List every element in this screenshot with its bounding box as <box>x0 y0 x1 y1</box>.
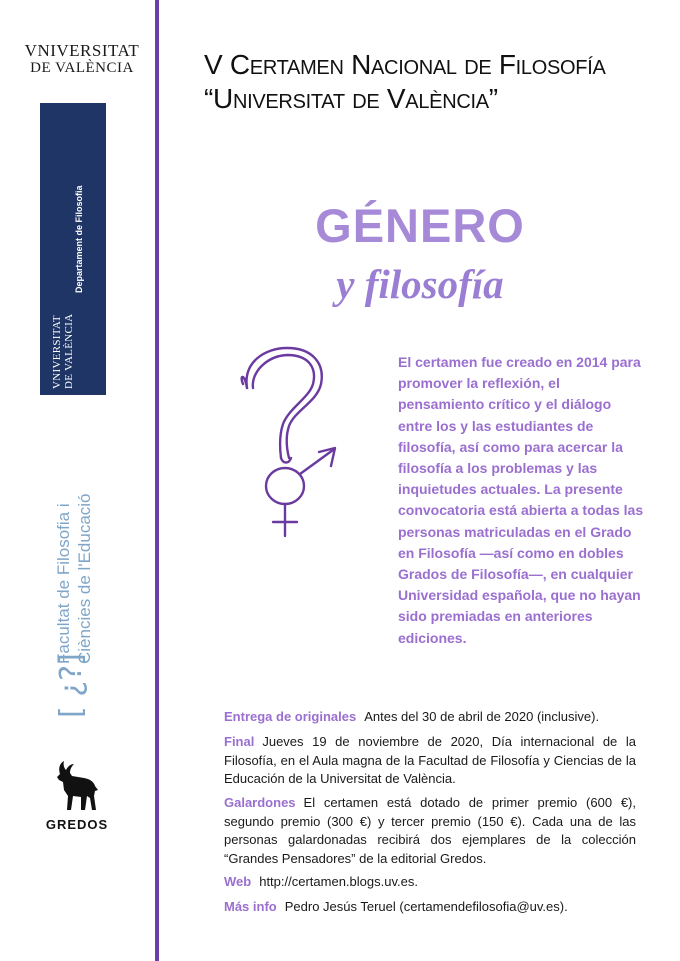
detail-text: Antes del 30 de abril de 2020 (inclusive). <box>364 709 600 724</box>
detail-text: Jueves 19 de noviembre de 2020, Día internacional de la Filosofía, en el Aula magna de la Facultad de Filosofía y Ciencias de la Educación de la Universitat de València. <box>224 734 636 786</box>
title-line1: V Certamen Nacional de Filosofía <box>204 49 606 80</box>
detail-label: Más info <box>224 899 277 914</box>
detail-label: Entrega de originales <box>224 709 357 724</box>
contact-text: Pedro Jesús Teruel (certamendefilosofia@uv.es). <box>284 899 568 914</box>
title-line2: “Universitat de València” <box>204 83 498 114</box>
gender-question-mark-icon <box>225 340 355 550</box>
department-university-name: VNIVERSITAT DE VALÈNCIA <box>51 313 75 389</box>
vertical-divider-line <box>155 0 159 961</box>
detail-label: Web <box>224 874 252 889</box>
faculty-question-icon: [ ¿?] <box>54 653 89 718</box>
department-name: Departament de Filosofia <box>74 185 84 293</box>
faculty-name-line2: Ciències de l'Educació <box>75 493 94 664</box>
theme-title: GÉNERO <box>315 199 525 252</box>
ibex-icon <box>54 760 100 812</box>
intro-paragraph: El certamen fue creado en 2014 para promover la reflexión, el pensamiento crítico y el diálogo entre los y las estudiantes de filosofía, así como para acercar la filosofía a los problemas y las inquietudes actuales. La presente convocatoria está abierta a todas las personas matriculadas en el Grado en Filosofía —así como en dobles Grados de Filosofía—, en cualquier Universidad española, que no hayan sido premiadas en anteriores ediciones. <box>398 354 644 646</box>
university-logo-line2: DE VALÈNCIA <box>30 60 134 76</box>
faculty-logo <box>48 428 108 718</box>
page-title <box>204 48 606 116</box>
detail-contact <box>224 898 636 917</box>
detail-awards <box>224 794 636 868</box>
detail-final <box>224 733 636 789</box>
gredos-logo <box>42 760 112 832</box>
university-logo-line1: VNIVERSITAT <box>24 41 140 60</box>
detail-text: El certamen está dotado de primer premio (600 €), segundo premio (300 €) y tercer premio (150 €). Cada una de las personas galardonadas recibirá dos ejemplares de la colección “Grandes Pensadores” de la editorial Gredos. <box>224 795 636 866</box>
faculty-name-line1: Facultat de Filosofia i <box>54 503 73 664</box>
detail-deadline <box>224 708 636 727</box>
department-logo-box <box>40 103 106 395</box>
detail-label: Final <box>224 734 255 749</box>
gredos-wordmark: GREDOS <box>45 817 109 832</box>
web-link[interactable]: http://certamen.blogs.uv.es. <box>259 874 418 889</box>
theme-subtitle: y filosofía <box>336 261 504 307</box>
university-logo <box>20 42 144 76</box>
detail-label: Galardones <box>224 795 296 810</box>
detail-web <box>224 873 636 892</box>
